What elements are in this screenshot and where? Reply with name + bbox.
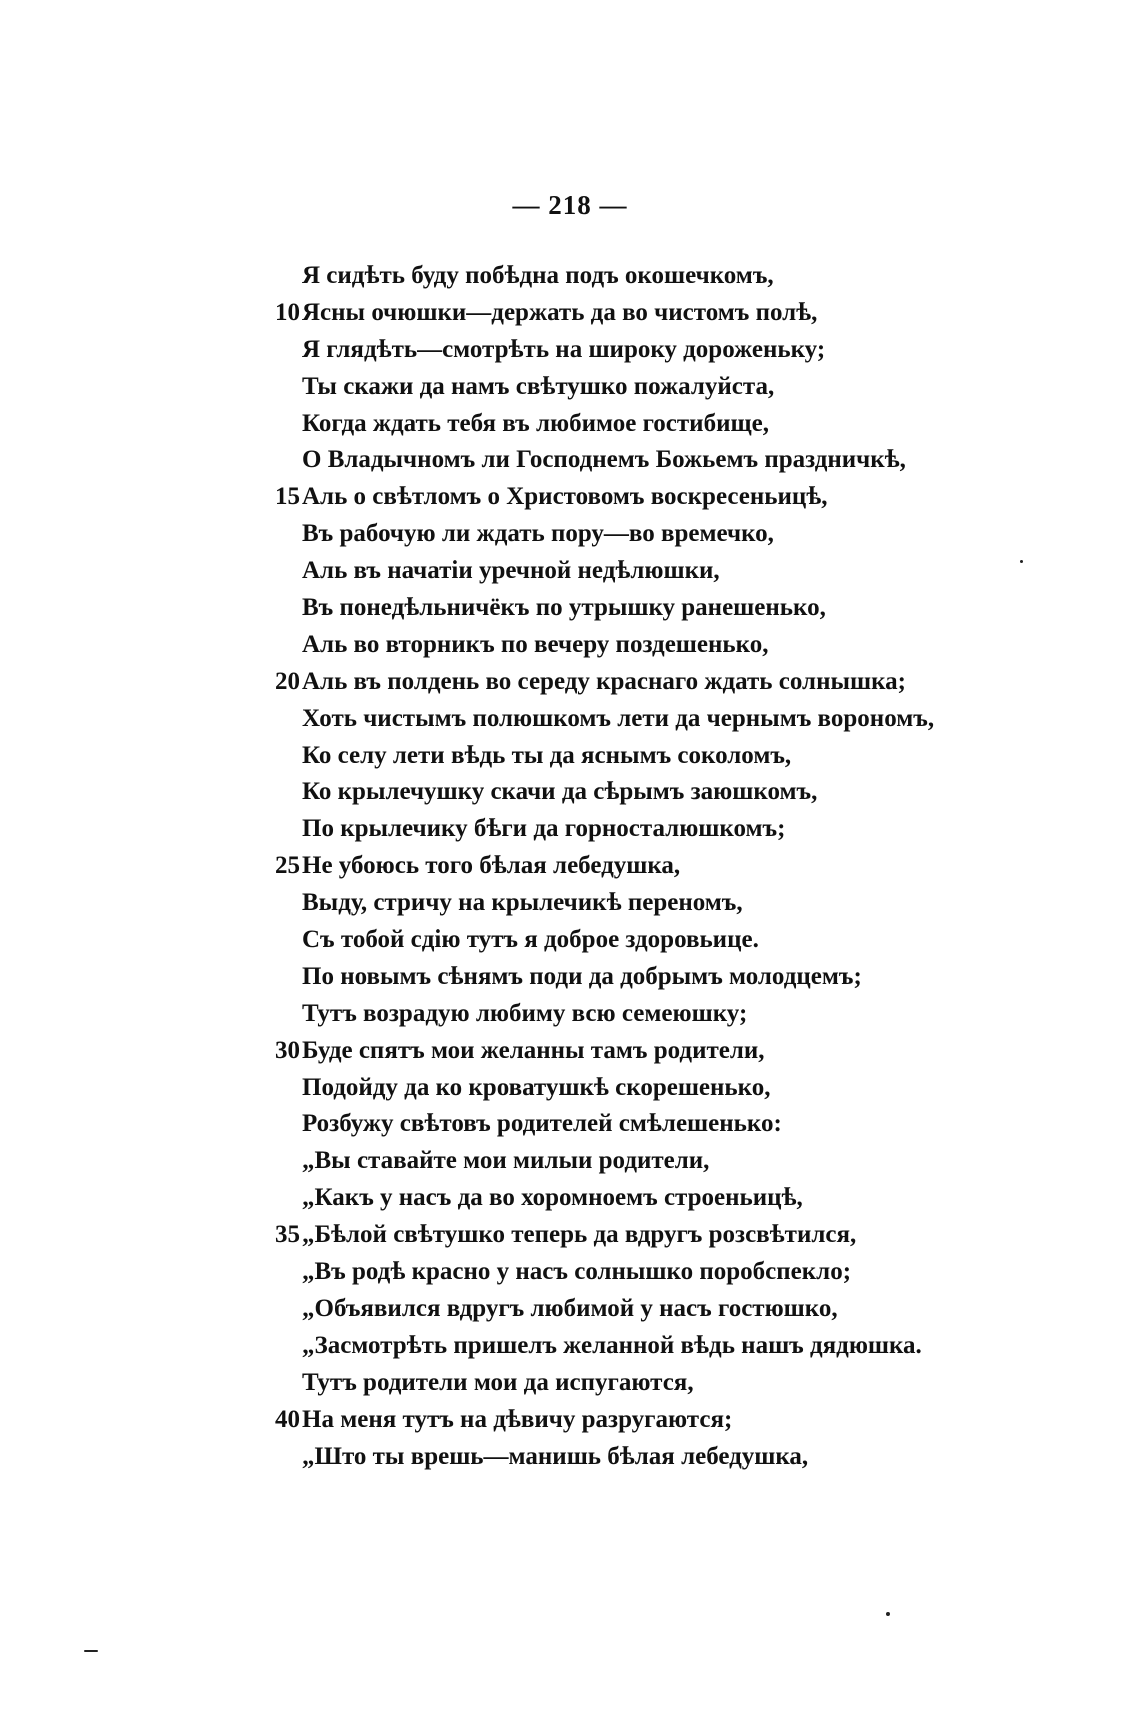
line-text: Я сидѣть буду побѣдна подъ окошечкомъ, xyxy=(302,262,774,289)
poem-line xyxy=(0,479,1140,516)
line-text: Тутъ родители мои да испугаются, xyxy=(302,1368,694,1396)
poem-line xyxy=(0,1328,1140,1365)
line-text: Въ рабочую ли ждать пору—во времечко, xyxy=(302,520,774,548)
line-text: Аль во вторникъ по вечеру поздешенько, xyxy=(302,630,769,658)
poem-line xyxy=(0,442,1140,479)
print-speck xyxy=(886,1612,890,1616)
poem-line xyxy=(0,1291,1140,1328)
line-text: „Вы ставайте мои милыи родители, xyxy=(302,1147,710,1175)
poem-line xyxy=(0,258,1140,295)
line-text: Аль въ полдень во середу краснаго ждать солнышка; xyxy=(302,667,906,695)
line-text: „Объявился вдругъ любимой у насъ гостюшко, xyxy=(302,1294,838,1322)
poem-line xyxy=(0,959,1140,996)
line-text: Ясны очюшки—держать да во чистомъ полѣ, xyxy=(302,298,818,326)
line-number: 35 xyxy=(275,1221,300,1249)
poem-line xyxy=(0,406,1140,443)
line-text: Аль о свѣтломъ о Христовомъ воскресеньицѣ, xyxy=(302,483,828,511)
poem-line xyxy=(0,1143,1140,1180)
poem-line xyxy=(0,369,1140,406)
line-number: 15 xyxy=(275,483,300,511)
page-number: — 218 — xyxy=(512,190,628,220)
poem-line xyxy=(0,738,1140,775)
poem-line xyxy=(0,627,1140,664)
line-number: 10 xyxy=(275,298,300,326)
poem-line xyxy=(0,1033,1140,1070)
line-number: 20 xyxy=(275,667,300,695)
line-text: Не убоюсь того бѣлая лебедушка, xyxy=(302,852,681,880)
poem-line xyxy=(0,1106,1140,1143)
poem-line xyxy=(0,996,1140,1033)
poem-line xyxy=(0,295,1140,332)
poem-line xyxy=(0,1439,1140,1476)
line-number: 25 xyxy=(275,852,300,880)
line-text: Хоть чистымъ полюшкомъ лети да чернымъ ворономъ, xyxy=(302,704,935,732)
poem-line xyxy=(0,811,1140,848)
poem-line xyxy=(0,1180,1140,1217)
poem-line xyxy=(0,1217,1140,1254)
poem-line xyxy=(0,516,1140,553)
line-text: Ко селу лети вѣдь ты да яснымъ соколомъ, xyxy=(302,741,792,769)
line-text: „Што ты врешь—манишь бѣлая лебедушка, xyxy=(302,1442,809,1470)
line-text: Ко крылечушку скачи да сѣрымъ заюшкомъ, xyxy=(302,778,818,806)
line-text: На меня тутъ на дѣвичу разругаются; xyxy=(302,1405,733,1433)
line-text: Подойду да ко кроватушкѣ скорешенько, xyxy=(302,1073,771,1101)
line-text: О Владычномъ ли Господнемъ Божьемъ праздничкѣ, xyxy=(302,446,906,474)
poem-line xyxy=(0,332,1140,369)
line-text: „Бѣлой свѣтушко теперь да вдругъ розсвѣтился, xyxy=(302,1221,857,1249)
poem-line xyxy=(0,701,1140,738)
poem-line xyxy=(0,848,1140,885)
poem-line xyxy=(0,664,1140,701)
line-text: „Въ родѣ красно у насъ солнышко поробспекло; xyxy=(302,1258,852,1286)
line-text: Съ тобой сдію тутъ я доброе здоровьице. xyxy=(302,926,759,954)
poem-text xyxy=(0,258,1140,1475)
poem-line xyxy=(0,553,1140,590)
poem-line xyxy=(0,774,1140,811)
print-speck xyxy=(84,1650,98,1652)
line-text: „Засмотрѣть пришелъ желанной вѣдь нашъ дядюшка. xyxy=(302,1331,922,1359)
line-text: По новымъ сѣнямъ поди да добрымъ молодцемъ; xyxy=(302,962,862,990)
line-text: Розбужу свѣтовъ родителей смѣлешенько: xyxy=(302,1110,782,1138)
poem-line xyxy=(0,885,1140,922)
line-number: 30 xyxy=(275,1036,300,1064)
line-text: По крылечику бѣги да горносталюшкомъ; xyxy=(302,815,786,843)
line-text: Выду, стричу на крылечикѣ переномъ, xyxy=(302,889,743,917)
line-text: Въ понедѣльничёкъ по утрышку ранешенько, xyxy=(302,594,826,622)
line-text: Ты скажи да намъ свѣтушко пожалуйста, xyxy=(302,372,775,400)
line-text: „Какъ у насъ да во хоромноемъ строеньицѣ, xyxy=(302,1184,803,1212)
line-number: 40 xyxy=(275,1405,300,1433)
poem-line xyxy=(0,590,1140,627)
poem-line xyxy=(0,1070,1140,1107)
poem-line xyxy=(0,922,1140,959)
line-text: Когда ждать тебя въ любимое гостибище, xyxy=(302,409,769,437)
print-speck xyxy=(1020,560,1023,563)
line-text: Я глядѣть—смотрѣть на широку дороженьку; xyxy=(302,335,826,363)
poem-line xyxy=(0,1365,1140,1402)
line-text: Буде спятъ мои желанны тамъ родители, xyxy=(302,1036,765,1064)
line-text: Аль въ начатіи уречной недѣлюшки, xyxy=(302,557,720,585)
poem-line xyxy=(0,1402,1140,1439)
line-text: Тутъ возрадую любиму всю семеюшку; xyxy=(302,999,748,1027)
poem-line xyxy=(0,1254,1140,1291)
